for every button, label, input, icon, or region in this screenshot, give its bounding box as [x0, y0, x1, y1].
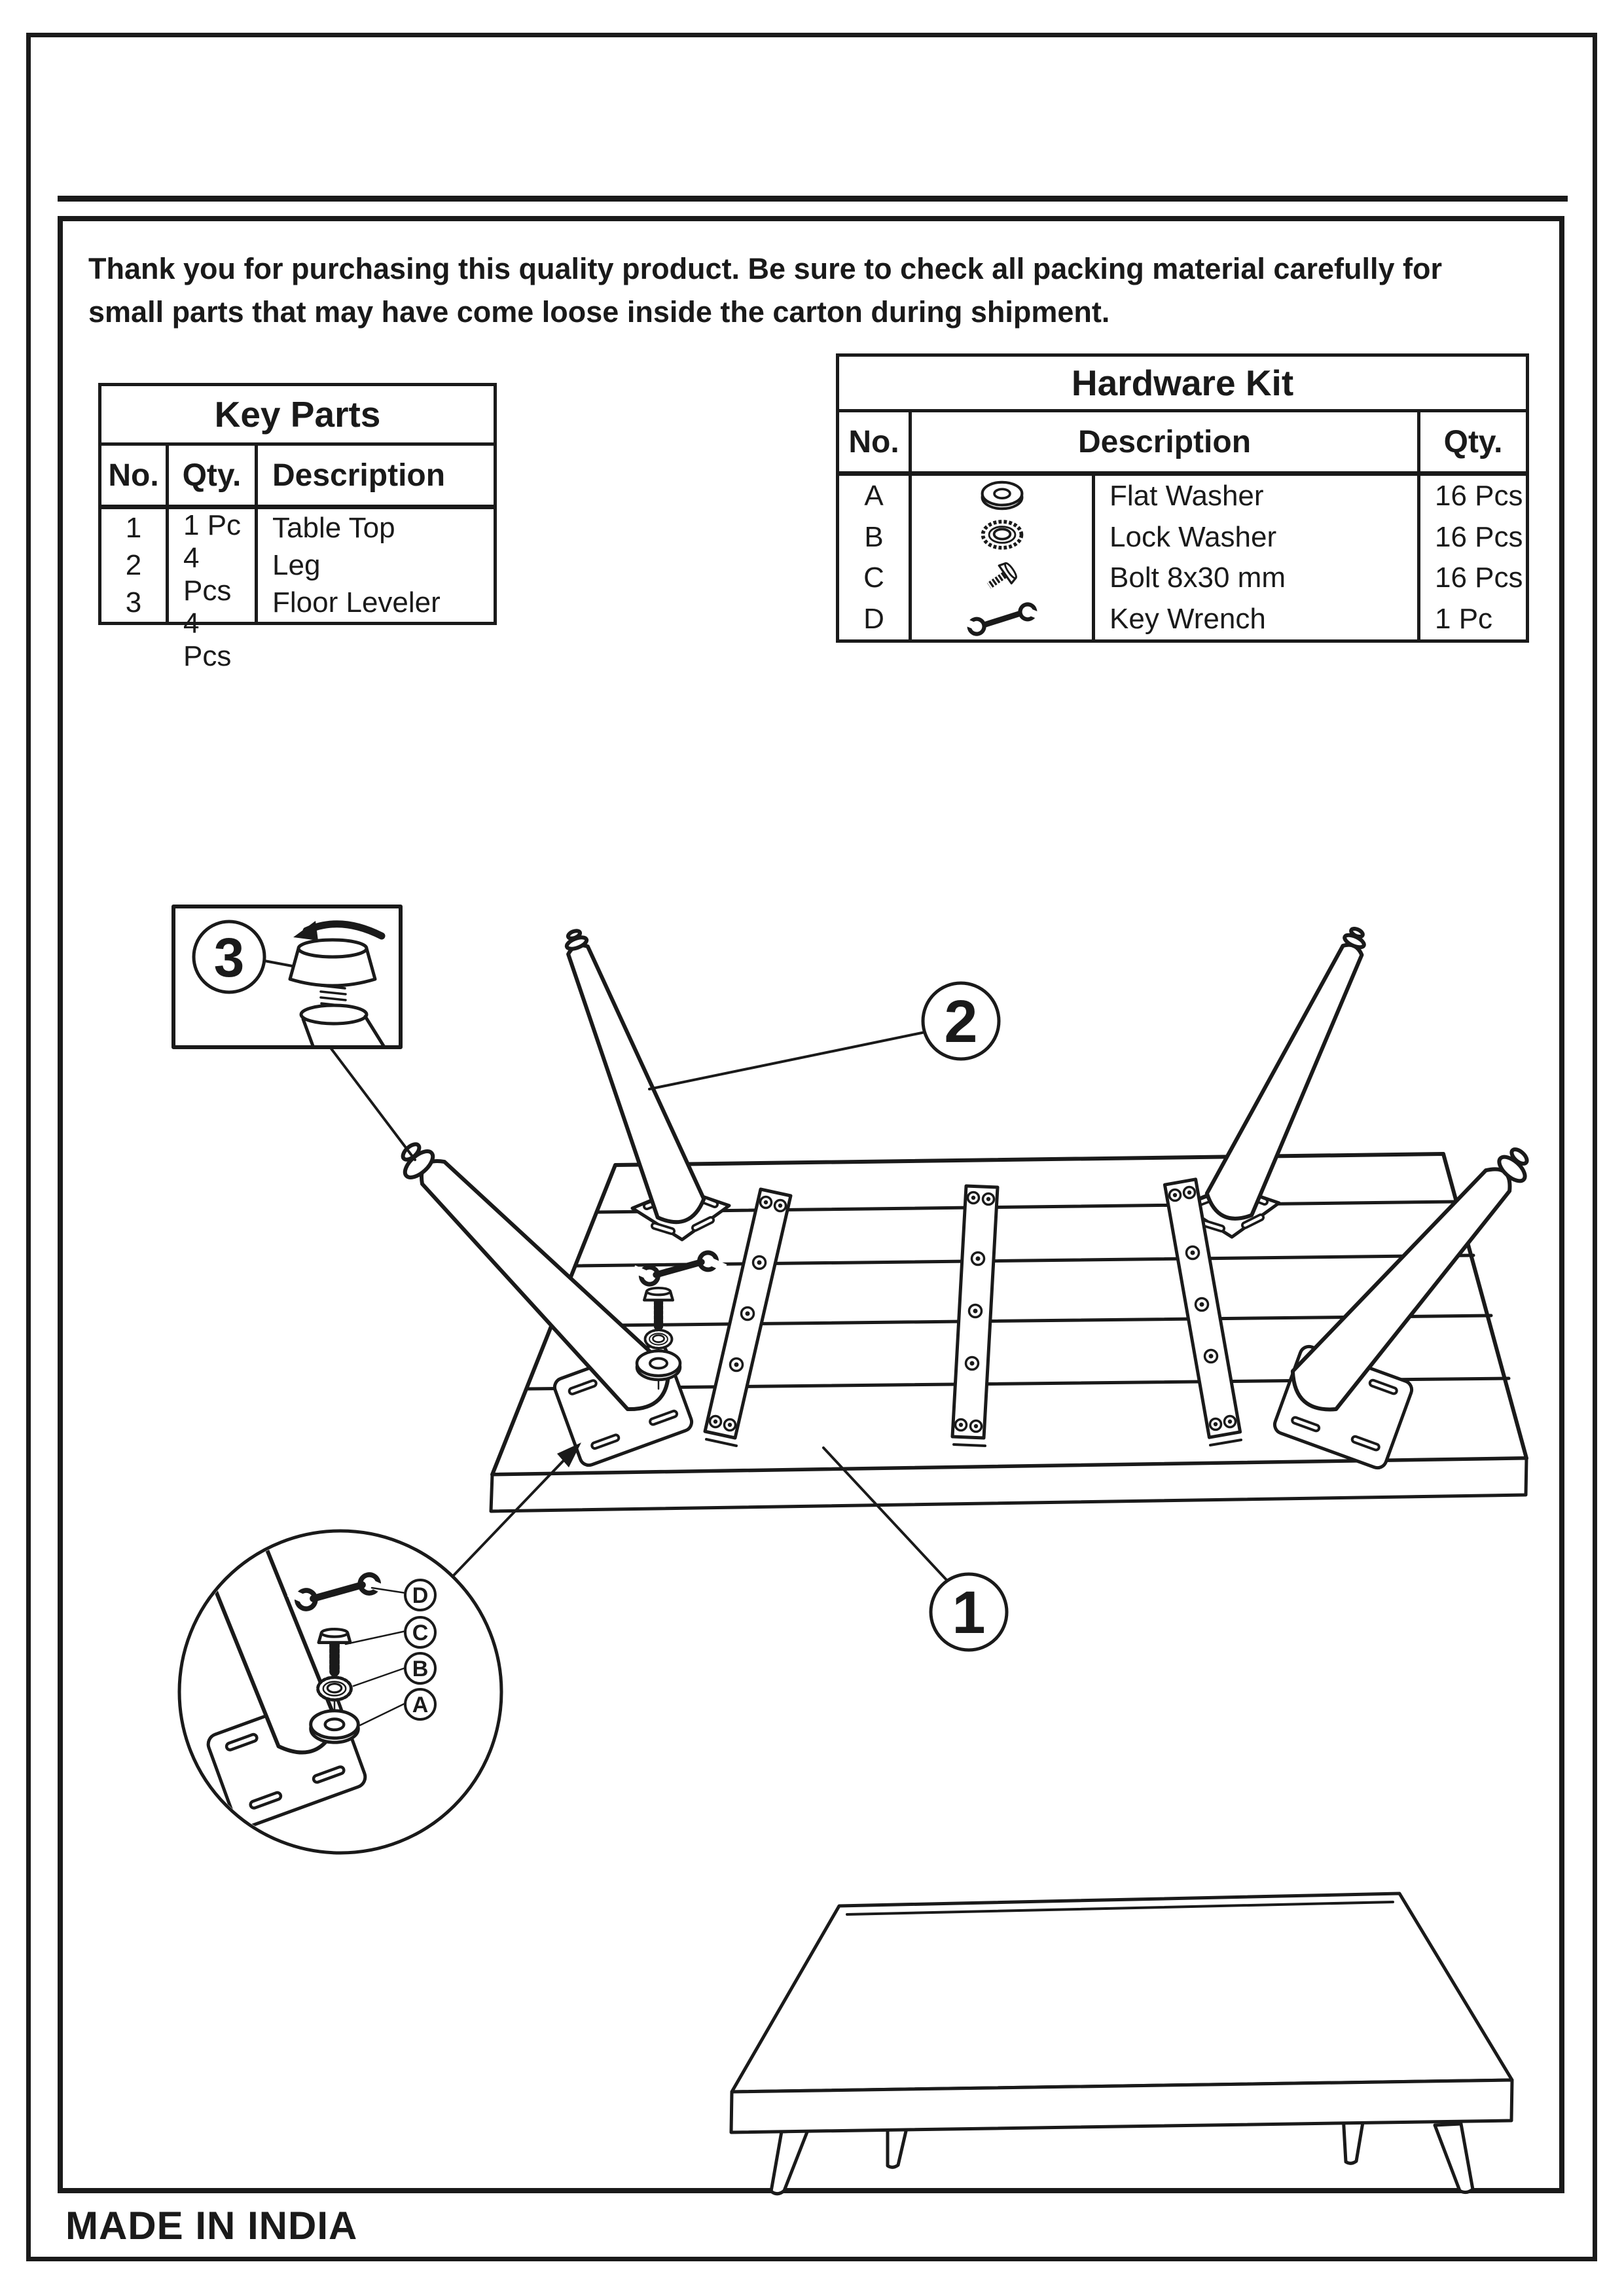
- key-part-no: 3: [125, 586, 142, 619]
- key-part-description: Leg: [272, 548, 321, 581]
- key-parts-col-qty: Qty.: [168, 444, 257, 507]
- leveler-detail-box: [173, 906, 415, 1160]
- flat-washer-icon: [311, 1711, 359, 1742]
- flat-washer-icon: [637, 1351, 680, 1380]
- hardware-qty: 1 Pc: [1435, 602, 1493, 635]
- hardware-kit-col-no: No.: [838, 411, 911, 474]
- label-lock-washer: B: [412, 1657, 429, 1681]
- hardware-detail-circle: [179, 1443, 581, 1853]
- hardware-no: A: [864, 480, 884, 512]
- assembled-table: [731, 1893, 1512, 2194]
- key-part-qty: 4 Pcs: [183, 542, 232, 607]
- key-parts-col-no: No.: [100, 444, 168, 507]
- label-bolt: C: [412, 1621, 429, 1645]
- key-part-no: 2: [125, 548, 142, 581]
- hardware-no: D: [863, 602, 884, 635]
- hardware-qty: 16 Pcs: [1435, 480, 1523, 512]
- intro-line-1: Thank you for purchasing this quality product. Be sure to check all packing material carefully for: [88, 252, 1442, 285]
- lock-washer-icon: [318, 1677, 352, 1700]
- hardware-no: C: [863, 562, 884, 594]
- key-parts-col-description: Description: [257, 444, 496, 507]
- hardware-kit-title: Hardware Kit: [838, 355, 1528, 411]
- hardware-no: B: [864, 520, 884, 553]
- hardware-kit-col-qty: Qty.: [1419, 411, 1528, 474]
- key-part-qty: 4 Pcs: [183, 607, 232, 672]
- callout-leg: [649, 983, 999, 1089]
- lock-washer-icon: [645, 1330, 672, 1348]
- key-part-description: Floor Leveler: [272, 586, 441, 619]
- key-part-description: Table Top: [272, 511, 395, 544]
- callout-number-floor-leveler: 3: [213, 927, 245, 988]
- hardware-kit-col-description: Description: [911, 411, 1419, 474]
- callout-number-leg: 2: [944, 988, 978, 1055]
- callout-number-table-top: 1: [952, 1579, 986, 1646]
- hardware-description: Bolt 8x30 mm: [1110, 562, 1286, 594]
- key-part-qty: 1 Pc: [183, 509, 242, 541]
- key-parts-title: Key Parts: [100, 385, 496, 444]
- label-wrench: D: [412, 1583, 429, 1608]
- hardware-description: Lock Washer: [1110, 520, 1277, 553]
- label-flat-washer: A: [412, 1693, 429, 1717]
- made-in-label: MADE IN INDIA: [65, 2204, 358, 2248]
- intro-line-2: small parts that may have come loose inside the carton during shipment.: [88, 295, 1110, 329]
- key-part-no: 1: [125, 511, 142, 544]
- hardware-description: Flat Washer: [1110, 480, 1264, 512]
- hardware-qty: 16 Pcs: [1435, 562, 1523, 594]
- assembled-table-top: [732, 1893, 1512, 2092]
- hardware-description: Key Wrench: [1110, 602, 1266, 635]
- hardware-qty: 16 Pcs: [1435, 520, 1523, 553]
